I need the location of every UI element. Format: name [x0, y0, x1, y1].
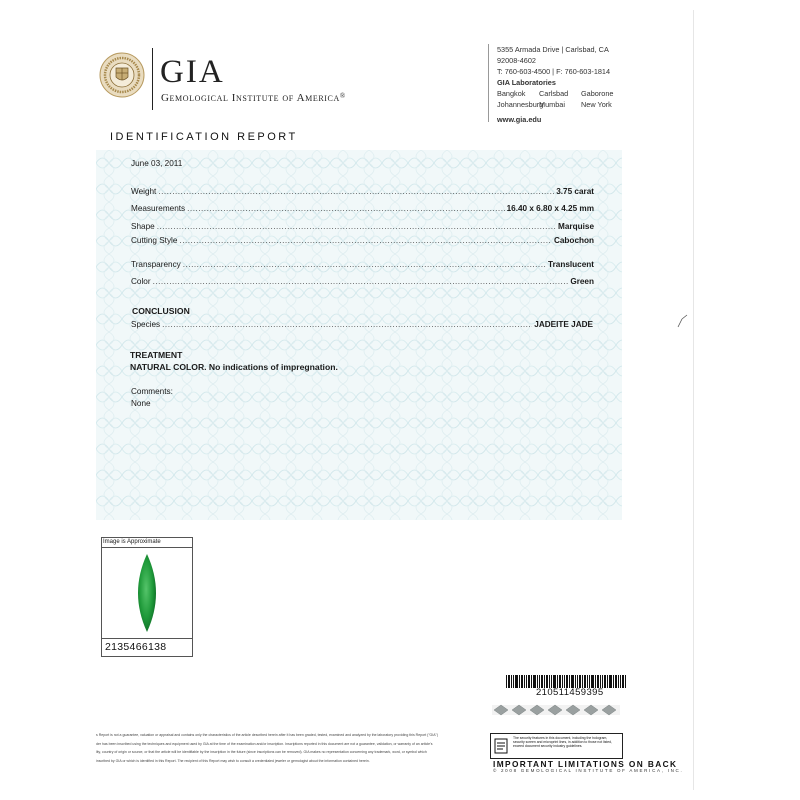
page-edge-line: [693, 10, 694, 790]
field-value: Cabochon: [553, 236, 594, 245]
field-row-shape: [131, 222, 594, 231]
treatment-text: NATURAL COLOR. No indications of impregnation.: [130, 362, 338, 372]
hologram-strip: [492, 703, 620, 717]
field-row-species: [131, 320, 593, 329]
field-row-measurements: [131, 204, 594, 213]
field-value: Translucent: [548, 260, 594, 269]
lab-location: Johannesburg: [497, 100, 544, 109]
marquise-stone-image: [131, 554, 163, 632]
leader-dots: [179, 236, 552, 245]
website-link[interactable]: www.gia.edu: [497, 115, 542, 124]
field-label: Weight: [131, 187, 157, 196]
disclaimer-line: der has been inscribed using the techniques and equipment used by GIA at the time of the examination and/or inscription. Inscriptions reported in this document are not a guarantee, validation, or warranty of an article's: [96, 741, 433, 746]
security-features-box: [490, 733, 623, 759]
leader-dots: [157, 222, 556, 231]
brand-subtitle: [161, 92, 346, 104]
lab-location: Carlsbad: [539, 89, 569, 98]
brand-divider: [152, 48, 153, 110]
important-limitations: IMPORTANT LIMITATIONS ON BACK: [493, 759, 678, 769]
treatment-title: TREATMENT: [130, 350, 183, 360]
leader-dots: [187, 204, 504, 213]
labs-list: [497, 88, 628, 110]
brand-logo-text: GIA: [160, 54, 225, 90]
report-date: June 03, 2011: [131, 159, 183, 168]
leader-dots: [183, 260, 546, 269]
report-number: 2135466138: [105, 641, 167, 653]
security-features-text: The security features in this document, including the hologram, security screen and microprint lines, in addition to those not listed, exceed document security industry guidelines.: [513, 736, 612, 748]
image-caption: Image is Approximate: [102, 538, 192, 548]
field-value: Green: [570, 277, 594, 286]
leader-dots: [153, 277, 569, 286]
conclusion-title: CONCLUSION: [132, 306, 190, 316]
field-label: Color: [131, 277, 151, 286]
comments-value: None: [131, 399, 151, 408]
stone-image-box: [101, 537, 193, 657]
barcode-number: 210511459395: [536, 687, 604, 698]
disclaimer-text: [96, 731, 480, 765]
lab-location: Mumbai: [539, 100, 565, 109]
copyright: © 2008 GEMOLOGICAL INSTITUTE OF AMERICA, INC.: [493, 768, 684, 773]
address-line: 5355 Armada Drive | Carlsbad, CA 92008-4602: [497, 45, 609, 65]
brand-subtitle-text: Gemological Institute of America: [161, 92, 340, 104]
disclaimer-line: s Report is not a guarantee, valuation or appraisal and contains only the characteristics of the article described herein after it has been graded, tested, examined and analyzed by the laboratory providing this Report ("GIA"): [96, 733, 438, 737]
field-label: Cutting Style: [131, 236, 178, 245]
leader-dots: [158, 187, 554, 196]
report-title: IDENTIFICATION REPORT: [110, 131, 298, 143]
phone-line: T: 760-603-4500 | F: 760-603-1814: [497, 67, 611, 76]
disclaimer-line: inscribed by GIA or which is identified in this Report. The recipient of this Report may wish to consult a credentialed jeweler or gemologist about the information contained herein.: [96, 758, 370, 763]
registered-mark: ®: [339, 92, 346, 100]
pen-mark: [676, 313, 690, 329]
field-value: 3.75 carat: [556, 187, 594, 196]
field-value: Marquise: [558, 222, 594, 231]
field-row-transparency: [131, 260, 594, 269]
field-label: Transparency: [131, 260, 181, 269]
field-row-cutting-style: [131, 236, 594, 245]
field-row-weight: [131, 187, 594, 196]
field-row-color: [131, 277, 594, 286]
field-value: JADEITE JADE: [534, 320, 593, 329]
leader-dots: [162, 320, 532, 329]
document-security-icon: [494, 738, 508, 754]
lab-location: Bangkok: [497, 89, 526, 98]
lab-address-block: [488, 44, 628, 125]
field-label: Measurements: [131, 204, 186, 213]
field-label: Species: [131, 320, 161, 329]
field-value: 16.40 x 6.80 x 4.25 mm: [506, 204, 594, 213]
disclaimer-line: lity, country of origin or source, or that the article will be identifiable by the inscription in the future (since inscriptions can be removed). GIA makes no representation concerning any trademark, word, or symbol which: [96, 750, 427, 755]
gia-seal-icon: [99, 52, 145, 98]
lab-location: Gaborone: [581, 89, 614, 98]
labs-title: GIA Laboratories: [497, 78, 556, 87]
comments-label: Comments:: [131, 387, 173, 396]
field-label: Shape: [131, 222, 155, 231]
lab-location: New York: [581, 100, 612, 109]
